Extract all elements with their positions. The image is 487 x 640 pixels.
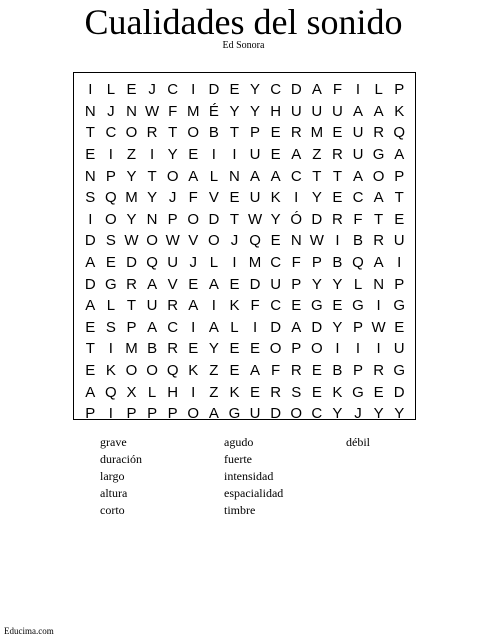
grid-letter[interactable]: C	[290, 167, 302, 185]
grid-letter[interactable]: I	[397, 254, 402, 272]
grid-letter[interactable]: F	[271, 362, 281, 380]
grid-letter[interactable]: U	[393, 340, 405, 358]
grid-letter[interactable]: D	[270, 405, 282, 423]
grid-letter[interactable]: D	[270, 318, 282, 336]
grid-letter[interactable]: G	[393, 297, 406, 315]
grid-letter[interactable]: Y	[250, 102, 261, 120]
grid-letter[interactable]: T	[85, 340, 95, 358]
grid-letter[interactable]: U	[290, 102, 302, 120]
grid-letter[interactable]: P	[394, 275, 405, 293]
grid-letter[interactable]: A	[373, 254, 384, 272]
grid-letter[interactable]: Y	[311, 189, 322, 207]
grid-letter[interactable]: C	[270, 81, 282, 99]
grid-letter[interactable]: O	[125, 124, 138, 142]
grid-letter[interactable]: F	[291, 254, 301, 272]
grid-letter[interactable]: A	[208, 318, 219, 336]
grid-letter[interactable]: T	[229, 124, 240, 142]
grid-letter[interactable]: F	[332, 81, 342, 99]
word-search-grid-frame	[73, 72, 416, 423]
grid-letter[interactable]: A	[311, 81, 322, 99]
grid-letter[interactable]: C	[270, 254, 282, 272]
grid-letter[interactable]: M	[125, 340, 138, 358]
grid-letter[interactable]: H	[270, 102, 282, 120]
grid-letter[interactable]: Z	[209, 362, 219, 380]
grid-letter[interactable]: N	[229, 167, 240, 185]
word-list-item: timbre	[224, 503, 256, 517]
grid-letter[interactable]: P	[291, 275, 302, 293]
grid-letter[interactable]: Y	[311, 275, 322, 293]
grid-letter[interactable]: G	[352, 383, 364, 401]
grid-letter[interactable]: W	[165, 232, 180, 250]
grid-letter[interactable]: É	[208, 102, 219, 120]
grid-letter[interactable]: V	[167, 275, 178, 293]
grid-letter[interactable]: E	[229, 81, 240, 99]
grid-letter[interactable]: I	[191, 318, 196, 336]
grid-letter[interactable]: R	[167, 340, 179, 358]
word-list-item: corto	[100, 503, 125, 517]
word-list-item: altura	[100, 486, 128, 500]
grid-letter[interactable]: U	[146, 297, 158, 315]
grid-letter[interactable]: E	[332, 297, 343, 315]
grid-letter[interactable]: E	[250, 383, 261, 401]
grid-letter[interactable]: E	[126, 81, 137, 99]
grid-letter[interactable]: W	[309, 232, 324, 250]
grid-letter[interactable]: Y	[126, 167, 137, 185]
word-list-item: intensidad	[224, 469, 274, 483]
grid-letter[interactable]: P	[291, 340, 302, 358]
grid-letter[interactable]: E	[394, 318, 405, 336]
grid-letter[interactable]: B	[353, 232, 364, 250]
grid-letter[interactable]: D	[84, 232, 96, 250]
grid-letter[interactable]: P	[147, 405, 158, 423]
grid-letter[interactable]: I	[335, 232, 340, 250]
grid-letter[interactable]: D	[208, 81, 220, 99]
grid-letter[interactable]: T	[332, 167, 342, 185]
grid-letter[interactable]: A	[291, 146, 302, 164]
grid-letter[interactable]: A	[147, 275, 158, 293]
grid-letter[interactable]: I	[355, 81, 361, 99]
grid-letter[interactable]: I	[232, 254, 237, 272]
grid-letter[interactable]: E	[229, 275, 240, 293]
grid-letter[interactable]: M	[125, 189, 138, 207]
grid-letter[interactable]: I	[294, 189, 299, 207]
word-list-item: largo	[100, 469, 125, 483]
grid-letter[interactable]: A	[353, 102, 364, 120]
grid-letter[interactable]: Y	[332, 275, 343, 293]
grid-letter[interactable]: L	[106, 81, 116, 99]
grid-letter[interactable]: A	[208, 405, 219, 423]
grid-letter[interactable]: W	[247, 210, 263, 228]
grid-letter[interactable]: A	[188, 167, 199, 185]
grid-letter[interactable]: A	[250, 167, 261, 185]
grid-letter[interactable]: I	[88, 81, 93, 99]
grid-letter[interactable]: S	[85, 189, 96, 207]
grid-letter[interactable]: Z	[126, 146, 137, 164]
grid-letter[interactable]: O	[146, 362, 158, 380]
grid-letter[interactable]: B	[332, 362, 343, 380]
grid-letter[interactable]: C	[270, 297, 282, 315]
grid-letter[interactable]: U	[311, 102, 323, 120]
grid-letter[interactable]: R	[146, 124, 158, 142]
grid-letter[interactable]: U	[332, 102, 343, 120]
grid-letter[interactable]: A	[147, 318, 158, 336]
grid-letter[interactable]: K	[394, 102, 405, 120]
grid-letter[interactable]: C	[167, 318, 179, 336]
grid-letter[interactable]: J	[230, 232, 239, 250]
grid-letter[interactable]: U	[352, 124, 364, 142]
grid-letter[interactable]: I	[211, 146, 216, 164]
grid-letter[interactable]: A	[353, 167, 364, 185]
grid-letter[interactable]: Y	[208, 340, 219, 358]
grid-letter[interactable]: U	[393, 232, 405, 250]
grid-letter[interactable]: P	[353, 318, 364, 336]
grid-letter[interactable]: N	[290, 232, 302, 250]
grid-letter[interactable]: T	[229, 210, 240, 228]
grid-letter[interactable]: G	[228, 405, 241, 423]
grid-letter[interactable]: C	[105, 124, 117, 142]
grid-letter[interactable]: Y	[126, 210, 137, 228]
grid-letter[interactable]: U	[249, 189, 261, 207]
grid-letter[interactable]: E	[332, 189, 343, 207]
grid-letter[interactable]: E	[85, 318, 96, 336]
grid-letter[interactable]: U	[270, 275, 282, 293]
grid-letter[interactable]: D	[311, 318, 323, 336]
grid-letter[interactable]: Q	[146, 254, 158, 272]
grid-letter[interactable]: I	[335, 340, 340, 358]
grid-letter[interactable]: Y	[147, 189, 158, 207]
grid-letter[interactable]: C	[167, 81, 179, 99]
grid-letter[interactable]: P	[105, 167, 116, 185]
grid-letter[interactable]: D	[249, 275, 261, 293]
grid-letter[interactable]: S	[105, 318, 116, 336]
grid-letter[interactable]: E	[311, 383, 322, 401]
grid-letter[interactable]: W	[371, 318, 386, 336]
grid-letter[interactable]: N	[84, 102, 96, 120]
footer-credit: Educima.com	[4, 626, 54, 636]
grid-letter[interactable]: E	[105, 254, 116, 272]
grid-letter[interactable]: E	[85, 146, 96, 164]
grid-letter[interactable]: P	[353, 362, 364, 380]
grid-letter[interactable]: K	[105, 362, 116, 380]
grid-letter[interactable]: U	[167, 254, 179, 272]
grid-letter[interactable]: S	[291, 383, 302, 401]
word-list-column-1	[100, 434, 142, 519]
grid-letter[interactable]: V	[208, 189, 219, 207]
grid-letter[interactable]: I	[355, 340, 361, 358]
grid-letter[interactable]: O	[125, 362, 138, 380]
grid-letter[interactable]: O	[290, 405, 303, 423]
grid-letter[interactable]: I	[108, 405, 113, 423]
grid-letter[interactable]: J	[107, 102, 115, 120]
grid-letter[interactable]: T	[147, 167, 157, 185]
grid-letter[interactable]: E	[270, 146, 281, 164]
grid-letter[interactable]: E	[394, 210, 405, 228]
grid-letter[interactable]: E	[229, 340, 240, 358]
grid-letter[interactable]: C	[352, 189, 364, 207]
word-list-item: débil	[346, 435, 370, 449]
grid-letter[interactable]: F	[168, 102, 178, 120]
grid-letter[interactable]: M	[310, 124, 324, 142]
word-list	[100, 434, 400, 524]
grid-letter[interactable]: O	[105, 210, 117, 228]
grid-letter[interactable]: W	[124, 232, 139, 250]
grid-letter[interactable]: E	[188, 275, 199, 293]
grid-letter[interactable]: F	[250, 297, 260, 315]
grid-letter[interactable]: T	[126, 297, 137, 315]
grid-letter[interactable]: I	[149, 146, 155, 164]
grid-letter[interactable]: O	[146, 232, 158, 250]
grid-letter[interactable]: Y	[332, 405, 343, 423]
grid-letter[interactable]: R	[290, 124, 302, 142]
grid-letter[interactable]: E	[85, 362, 96, 380]
grid-letter[interactable]: I	[252, 318, 258, 336]
grid-letter[interactable]: P	[85, 405, 96, 423]
grid-letter[interactable]: Q	[105, 189, 117, 207]
grid-letter[interactable]: Q	[105, 383, 117, 401]
grid-letter[interactable]: R	[270, 383, 282, 401]
grid-letter[interactable]: E	[229, 189, 240, 207]
grid-letter[interactable]: Q	[352, 254, 364, 272]
grid-letter[interactable]: A	[85, 254, 96, 272]
grid-letter[interactable]: Q	[166, 362, 179, 380]
grid-letter[interactable]: U	[352, 146, 364, 164]
grid-letter[interactable]: O	[187, 124, 200, 142]
grid-letter[interactable]: R	[167, 297, 179, 315]
grid-letter[interactable]: E	[188, 340, 199, 358]
grid-letter[interactable]: C	[311, 405, 323, 423]
grid-letter[interactable]: O	[187, 405, 200, 423]
grid-letter[interactable]: S	[105, 232, 116, 250]
word-list-item: agudo	[224, 435, 254, 449]
grid-letter[interactable]: F	[353, 210, 363, 228]
grid-letter[interactable]: D	[84, 275, 96, 293]
grid-letter[interactable]: G	[352, 297, 364, 315]
grid-letter[interactable]: H	[167, 383, 179, 401]
word-list-item: espacialidad	[224, 486, 284, 500]
grid-letter[interactable]: P	[167, 405, 178, 423]
grid-letter[interactable]: D	[208, 210, 220, 228]
grid-letter[interactable]: A	[85, 297, 96, 315]
grid-letter[interactable]: E	[311, 362, 322, 380]
grid-letter[interactable]: E	[250, 340, 261, 358]
grid-letter[interactable]: R	[290, 362, 302, 380]
grid-letter[interactable]: D	[126, 254, 137, 272]
grid-letter[interactable]: L	[209, 167, 219, 185]
grid-letter[interactable]: L	[147, 383, 157, 401]
word-list-column-3	[346, 434, 370, 451]
grid-letter[interactable]: P	[167, 210, 178, 228]
grid-letter[interactable]: F	[188, 189, 198, 207]
grid-letter[interactable]: A	[85, 383, 96, 401]
grid-letter[interactable]: I	[191, 383, 196, 401]
grid-letter[interactable]: G	[393, 362, 406, 380]
grid-letter[interactable]: I	[211, 297, 216, 315]
grid-letter[interactable]: J	[148, 81, 156, 99]
grid-letter[interactable]: N	[373, 275, 385, 293]
grid-letter[interactable]: G	[372, 146, 385, 164]
grid-letter[interactable]: R	[332, 146, 343, 164]
grid-letter[interactable]: Y	[229, 102, 240, 120]
grid-letter[interactable]: P	[311, 254, 322, 272]
grid-letter[interactable]: T	[85, 124, 95, 142]
grid-letter[interactable]: J	[168, 189, 177, 207]
word-list-item: grave	[100, 435, 127, 449]
grid-letter[interactable]: P	[394, 81, 405, 99]
grid-letter[interactable]: A	[291, 318, 302, 336]
grid-letter[interactable]: V	[188, 232, 199, 250]
grid-letter[interactable]: R	[126, 275, 137, 293]
grid-letter[interactable]: D	[393, 383, 405, 401]
grid-letter[interactable]: E	[332, 124, 343, 142]
grid-letter[interactable]: K	[229, 383, 240, 401]
grid-letter[interactable]: G	[310, 297, 323, 315]
grid-letter[interactable]: D	[290, 81, 302, 99]
grid-letter[interactable]: B	[332, 254, 343, 272]
grid-letter[interactable]: E	[270, 124, 281, 142]
grid-letter[interactable]: E	[291, 297, 302, 315]
word-list-item: duración	[100, 452, 142, 466]
grid-letter[interactable]: M	[187, 102, 200, 120]
grid-letter[interactable]: Q	[249, 232, 261, 250]
grid-letter[interactable]: L	[209, 254, 219, 272]
word-list-item: fuerte	[224, 452, 252, 466]
grid-letter[interactable]: N	[126, 102, 137, 120]
grid-letter[interactable]: K	[188, 362, 199, 380]
grid-letter[interactable]: L	[106, 297, 116, 315]
grid-letter[interactable]: N	[146, 210, 158, 228]
grid-letter[interactable]: O	[208, 232, 220, 250]
grid-letter[interactable]: R	[373, 232, 385, 250]
grid-letter[interactable]: X	[126, 383, 137, 401]
grid-letter[interactable]: I	[376, 297, 381, 315]
grid-letter[interactable]: A	[270, 167, 281, 185]
grid-letter[interactable]: D	[311, 210, 323, 228]
grid-letter[interactable]: E	[188, 146, 199, 164]
grid-letter[interactable]: A	[188, 297, 199, 315]
grid-letter[interactable]: T	[374, 210, 384, 228]
grid-letter[interactable]: Y	[332, 318, 343, 336]
grid-letter[interactable]: I	[232, 146, 237, 164]
grid-letter[interactable]: M	[248, 254, 262, 272]
grid-letter[interactable]: Y	[250, 81, 261, 99]
grid-letter[interactable]: R	[373, 362, 385, 380]
grid-letter[interactable]: O	[310, 340, 323, 358]
grid-letter[interactable]: Y	[394, 405, 405, 423]
grid-letter[interactable]: R	[373, 124, 385, 142]
grid-letter[interactable]: L	[353, 275, 363, 293]
grid-letter[interactable]: P	[126, 318, 137, 336]
grid-letter[interactable]: P	[394, 167, 405, 185]
grid-letter[interactable]: Q	[393, 124, 406, 142]
grid-letter[interactable]: A	[394, 146, 405, 164]
grid-letter[interactable]: T	[168, 124, 178, 142]
grid-letter[interactable]: Y	[373, 405, 384, 423]
grid-letter[interactable]: P	[250, 124, 261, 142]
grid-letter[interactable]: W	[144, 102, 160, 120]
grid-letter[interactable]: O	[372, 167, 385, 185]
grid-letter[interactable]: I	[108, 146, 113, 164]
grid-letter[interactable]: G	[105, 275, 117, 293]
word-search-grid	[80, 79, 410, 425]
grid-letter[interactable]: B	[147, 340, 158, 358]
grid-letter[interactable]: E	[373, 383, 384, 401]
grid-letter[interactable]: N	[84, 167, 96, 185]
grid-letter[interactable]: Y	[270, 210, 281, 228]
grid-letter[interactable]: K	[332, 383, 343, 401]
grid-letter[interactable]: A	[208, 275, 219, 293]
grid-letter[interactable]: R	[332, 210, 343, 228]
grid-letter[interactable]: L	[374, 81, 383, 99]
grid-letter[interactable]: A	[373, 189, 384, 207]
grid-letter[interactable]: L	[230, 318, 239, 336]
grid-letter[interactable]: U	[249, 146, 261, 164]
page-title: Cualidades del sonido	[84, 2, 403, 42]
grid-letter[interactable]: K	[229, 297, 240, 315]
grid-letter[interactable]: O	[166, 167, 179, 185]
grid-letter[interactable]: P	[126, 405, 137, 423]
grid-letter[interactable]: O	[269, 340, 282, 358]
grid-letter[interactable]: T	[394, 189, 404, 207]
grid-letter[interactable]: Z	[209, 383, 219, 401]
grid-letter[interactable]: I	[108, 340, 113, 358]
page-subtitle: Ed Sonora	[222, 40, 265, 51]
grid-letter[interactable]: J	[189, 254, 198, 272]
grid-letter[interactable]: E	[229, 362, 240, 380]
grid-letter[interactable]: J	[354, 405, 362, 423]
grid-letter[interactable]: Z	[312, 146, 322, 164]
grid-letter[interactable]: Y	[167, 146, 178, 164]
grid-letter[interactable]: K	[270, 189, 281, 207]
grid-letter[interactable]: A	[373, 102, 384, 120]
grid-letter[interactable]: O	[187, 210, 200, 228]
grid-letter[interactable]: A	[250, 362, 261, 380]
grid-letter[interactable]: U	[249, 405, 261, 423]
grid-letter[interactable]: I	[376, 340, 381, 358]
grid-letter[interactable]: T	[312, 167, 322, 185]
grid-letter[interactable]: Ó	[290, 210, 303, 228]
grid-letter[interactable]: I	[191, 81, 196, 99]
grid-letter[interactable]: B	[208, 124, 219, 142]
grid-letter[interactable]: E	[270, 232, 281, 250]
grid-letter[interactable]: I	[88, 210, 93, 228]
word-list-column-2	[224, 434, 283, 519]
